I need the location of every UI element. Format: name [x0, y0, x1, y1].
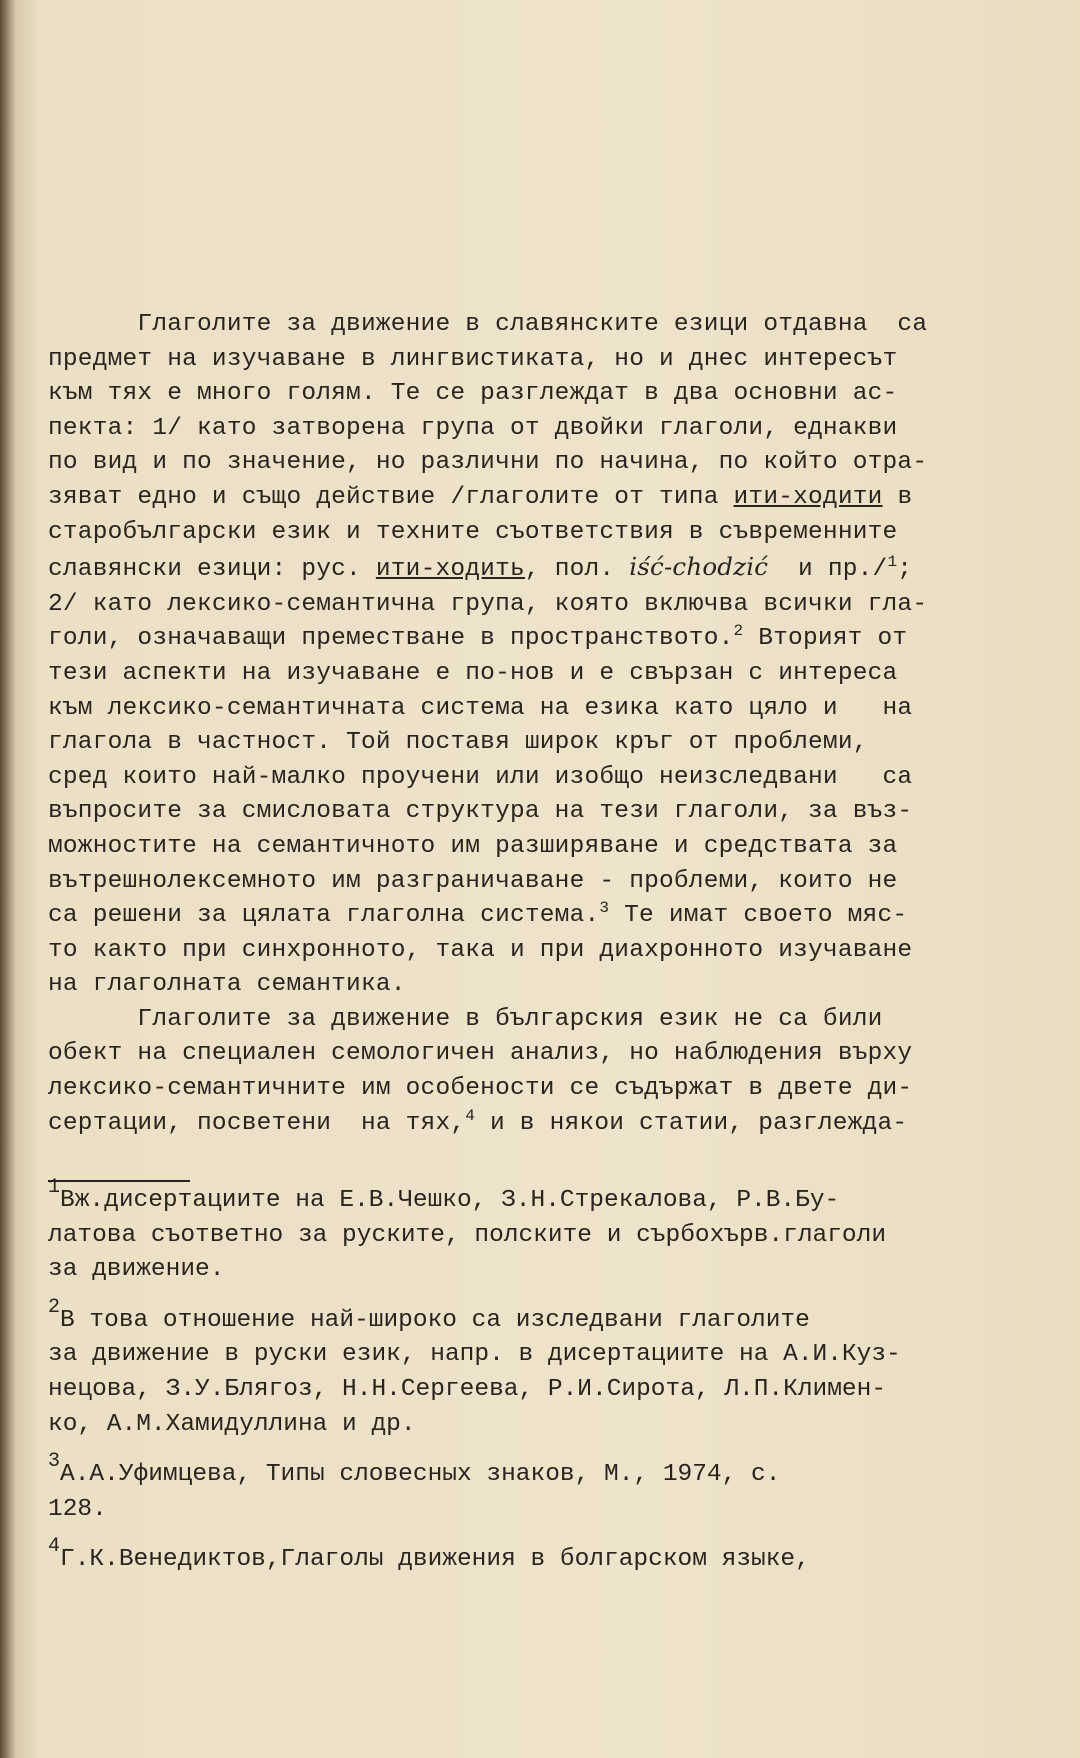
text-line: [48, 1107, 992, 1142]
text-line: тези аспекти на изучаване е по-нов и е свързан с интереса: [48, 659, 898, 687]
text-line: Глаголите за движение в българския език не са били: [48, 1005, 883, 1033]
text-line: лексико-семантичните им особености се съдържат в двете ди-: [48, 1075, 913, 1103]
footnote: [48, 1295, 992, 1442]
text-line: старобългарски език и техните съответствия в съвременните: [48, 518, 898, 546]
footnotes: [48, 1176, 992, 1594]
main-text: [48, 308, 992, 1141]
footnote-line: [48, 1450, 992, 1527]
footnote-text: А.А.Уфимцева, Типы словесных знаков, М., 1974, с. 128.: [48, 1461, 781, 1523]
text-line: 2/ като лексико-семантична група, която включва всички гла-: [48, 590, 928, 618]
text-line: обект на специален семологичен анализ, но наблюдения върху: [48, 1040, 913, 1068]
footnote: [48, 1176, 992, 1288]
footnote-text: В това отношение най-широко са изследвани глаголите за движение в руски език, напр. в дисертациите на А.И.Куз- нецова, З.У.Блягоз, Н.Н.Сергеева, Р.И.Сирота, Л.П.Климен- ко, А.М.Хамидуллина и др.: [48, 1306, 901, 1438]
footnote-line: [48, 1535, 992, 1578]
footnote: [48, 1450, 992, 1527]
text-fragment: Те имат своето мяс-: [609, 902, 908, 930]
text-fragment: и пр./: [768, 556, 888, 584]
text-line: [48, 622, 992, 657]
text-line: на глаголната семантика.: [48, 971, 406, 999]
text-line: то както при синхронното, така и при диахронното изучаване: [48, 936, 913, 964]
text-fragment: са решени за цялата глаголна система.: [48, 902, 600, 930]
text-line: въпросите за смисловата структура на тези глаголи, за въз-: [48, 798, 913, 826]
footnote-line: [48, 1176, 992, 1288]
text-line: към тях е много голям. Те се разглеждат в два основни ас-: [48, 380, 898, 408]
footnote-ref: 2: [733, 622, 744, 641]
text-line: можностите на семантичното им разширяване и средствата за: [48, 832, 898, 860]
text-fragment: зяват едно и също действие /глаголите от типа: [48, 483, 734, 511]
text-line: [48, 481, 992, 516]
text-fragment: Вторият от: [743, 625, 908, 653]
footnote-number: 4: [48, 1535, 61, 1559]
polish-term: iść-chodzić: [629, 552, 769, 582]
footnote-line: [48, 1295, 992, 1442]
text-fragment: ;: [897, 556, 913, 584]
text-fragment: сертации, посветени на тях,: [48, 1109, 466, 1137]
text-line: пекта: 1/ като затворена група от двойки глаголи, еднакви: [48, 414, 898, 442]
text-fragment: голи, означаващи преместване в пространството.: [48, 625, 734, 653]
footnote-number: 2: [48, 1295, 61, 1319]
text-line: вътрешнолексемното им разграничаване - проблеми, които не: [48, 867, 898, 895]
text-fragment: и в някои статии, разглежда-: [475, 1109, 908, 1137]
text-line: към лексико-семантичната система на езика като цяло и на: [48, 694, 913, 722]
underlined-term: ити-ходить: [375, 556, 525, 584]
text-fragment: , пол.: [524, 556, 615, 584]
text-line: по вид и по значение, но различни по начина, по който отра-: [48, 449, 928, 477]
text-fragment: в: [882, 483, 913, 511]
text-line: предмет на изучаване в лингвистиката, но и днес интересът: [48, 345, 898, 373]
text-line: Глаголите за движение в славянските езици отдавна са: [48, 311, 928, 338]
text-line: глагола в частност. Той поставя широк кръг от проблеми,: [48, 729, 868, 757]
text-line: [48, 550, 992, 588]
text-line: сред които най-малко проучени или изобщо неизследвани са: [48, 763, 913, 791]
footnote-text: Вж.дисертациите на Е.В.Чешко, З.Н.Стрекалова, Р.В.Бу- латова съответно за руските, полските и сърбохърв.глаголи за движение.: [48, 1187, 887, 1284]
footnote: [48, 1535, 992, 1578]
underlined-term: ити-ходити: [733, 483, 883, 511]
footnote-ref: 1: [887, 553, 898, 571]
text-fragment: славянски езици: рус.: [48, 556, 376, 584]
text-line: [48, 899, 992, 934]
footnote-ref: 3: [599, 898, 610, 917]
footnote-ref: 4: [465, 1106, 476, 1125]
footnote-text: Г.К.Венедиктов,Глаголы движения в болгарском языке,: [60, 1546, 810, 1574]
footnote-separator: [48, 1180, 190, 1182]
footnote-number: 1: [48, 1176, 61, 1199]
footnote-number: 3: [48, 1450, 61, 1474]
